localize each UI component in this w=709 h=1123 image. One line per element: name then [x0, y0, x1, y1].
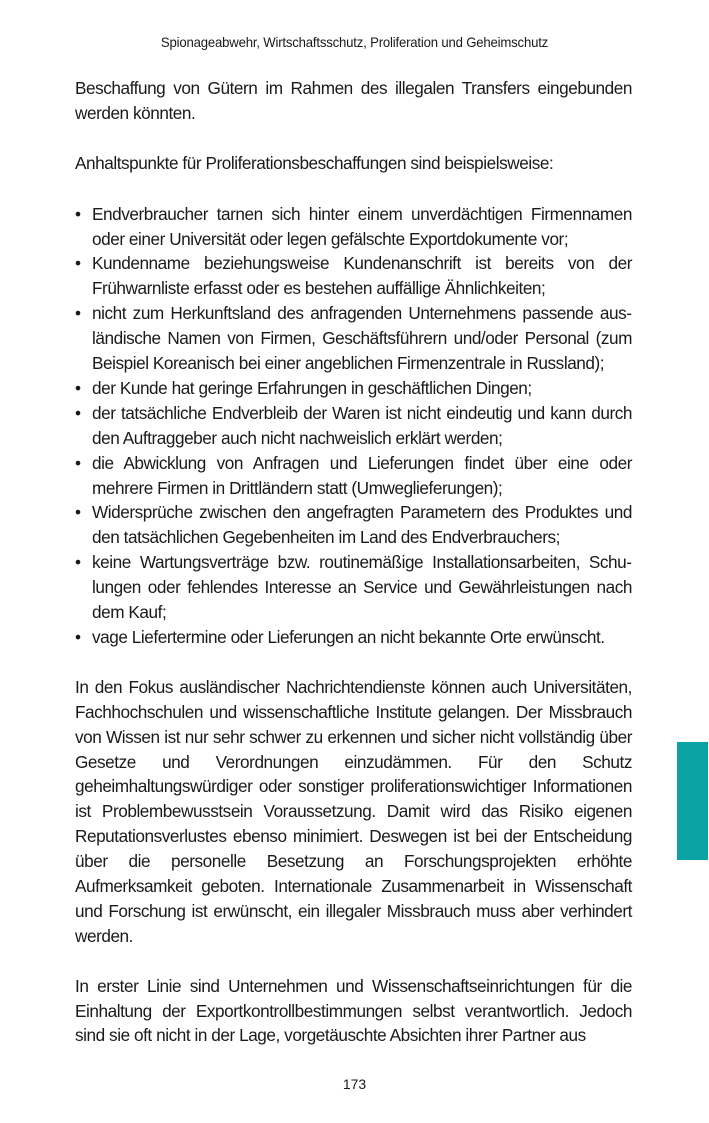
- list-item-text: vage Liefertermine oder Lieferungen an nicht bekannte Orte erwünscht.: [92, 627, 605, 648]
- list-item: [75, 376, 632, 401]
- bullet-icon: •: [75, 552, 81, 573]
- list-item-text: der Kunde hat geringe Erfahrungen in geschäftlichen Dingen;: [92, 377, 532, 398]
- page-number: 173: [342, 1076, 367, 1092]
- list-item: [75, 202, 632, 252]
- list-item: [75, 301, 632, 376]
- bullet-icon: •: [75, 253, 81, 274]
- list-item-text: die Abwicklung von Anfragen und Lieferungen findet über eine oder mehrere Firmen in Drittländern statt (Umweglieferungen);: [92, 452, 632, 498]
- list-item-text: Kundenname beziehungsweise Kundenanschrift ist bereits von der Frühwarnliste erfasst oder es bestehen auffällige Ähnlichkeiten;: [92, 253, 632, 299]
- bullet-icon: •: [75, 627, 81, 648]
- list-lead: Anhaltspunkte für Proliferationsbeschaffungen sind beispielsweise:: [75, 152, 554, 173]
- intro-paragraph: Beschaffung von Gütern im Rahmen des illegalen Transfers eingebunden werden könnten.: [75, 78, 632, 123]
- list-item: [75, 451, 632, 501]
- indicator-list: [75, 202, 632, 650]
- bullet-icon: •: [75, 452, 81, 473]
- bullet-icon: •: [75, 377, 81, 398]
- list-item-text: nicht zum Herkunftsland des anfragenden Unternehmens passende ausländische Namen von Firmen, Geschäftsführern und/oder Personal (zum Beispiel Koreanisch bei einer angeblichen Firmenzentrale in Russland);: [92, 303, 632, 374]
- list-item: [75, 401, 632, 451]
- list-item-text: der tatsächliche Endverbleib der Waren ist nicht eindeutig und kann durch den Auftraggeber auch nicht nachweislich erklärt werden;: [92, 402, 632, 448]
- list-item: [75, 625, 632, 650]
- chapter-tab-marker: [677, 742, 708, 860]
- list-item: [75, 550, 632, 625]
- list-item-text: keine Wartungsverträge bzw. routinemäßige Installationsarbeiten, Schulungen oder fehlendes Interesse an Service und Gewährleistungen nach dem Kauf;: [92, 552, 632, 623]
- list-item: [75, 251, 632, 301]
- responsibility-paragraph: In erster Linie sind Unternehmen und Wissenschaftseinrichtungen für die Einhaltung der Exportkontrollbestimmungen selbst verantwortlich. Jedoch sind sie oft nicht in der Lage, vorgetäuschte Absichten ihrer Partner aus: [75, 975, 632, 1046]
- list-item: [75, 500, 632, 550]
- page-body: [75, 76, 632, 1073]
- bullet-icon: •: [75, 402, 81, 423]
- universities-paragraph: In den Fokus ausländischer Nachrichtendienste können auch Universitäten, Fachhochschulen und wissenschaftliche Institute gelangen. Der Missbrauch von Wissen ist nur sehr schwer zu erkennen und sicher nicht vollständig über Gesetze und Verordnungen einzudämmen. Für den Schutz geheimhaltungswürdiger oder sonstiger proliferationswichtiger Informationen ist Problembewusstsein Voraussetzung. Damit wird das Risiko eigenen Reputationsverlustes ebenso minimiert. Deswegen ist bei der Entscheidung über die personelle Besetzung an Forschungsprojekten erhöhte Aufmerksamkeit geboten. Internationale Zusammenarbeit in Wissenschaft und Forschung ist erwünscht, ein illegaler Missbrauch muss aber verhindert werden.: [75, 676, 632, 946]
- bullet-icon: •: [75, 203, 81, 224]
- bullet-icon: •: [75, 502, 81, 523]
- bullet-icon: •: [75, 303, 81, 324]
- list-item-text: Endverbraucher tarnen sich hinter einem unverdächtigen Firmennamen oder einer Universität oder legen gefälschte Exportdokumente vor;: [92, 203, 632, 249]
- list-item-text: Widersprüche zwischen den angefragten Parametern des Produktes und den tatsächlichen Gegebenheiten im Land des Endverbrauchers;: [92, 502, 632, 548]
- running-header: Spionageabwehr, Wirtschaftsschutz, Proliferation und Geheimschutz: [160, 34, 549, 50]
